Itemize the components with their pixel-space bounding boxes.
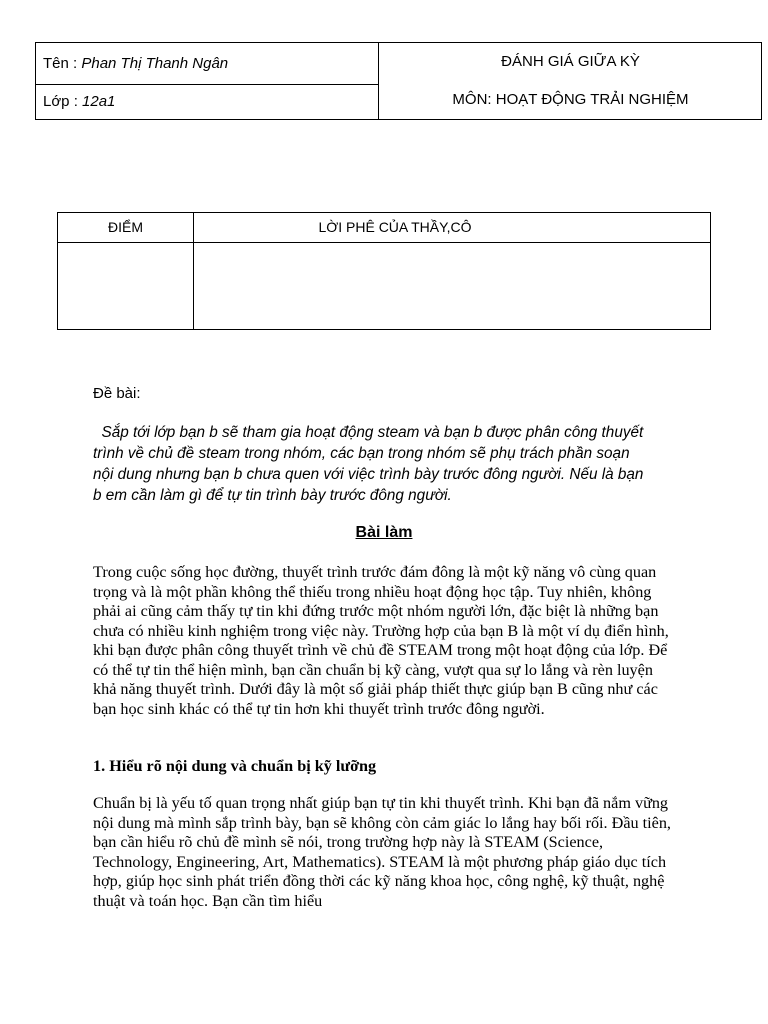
- header-divider-horizontal: [36, 84, 378, 85]
- grade-divider-horizontal: [58, 242, 710, 243]
- exam-title: ĐÁNH GIÁ GIỮA KỲ: [501, 53, 640, 70]
- section1-body: [93, 794, 673, 911]
- student-name-cell: [43, 55, 228, 72]
- class-label: Lớp :: [43, 93, 78, 110]
- score-column-header: ĐIỂM: [108, 219, 143, 235]
- name-label: Tên :: [43, 55, 78, 72]
- exam-subject: MÔN: HOẠT ĐỘNG TRẢI NGHIỆM: [452, 91, 689, 108]
- student-name: Phan Thị Thanh Ngân: [81, 55, 229, 72]
- section1-title: 1. Hiểu rõ nội dung và chuẩn bị kỹ lưỡng: [93, 757, 377, 775]
- section1-text: Chuẩn bị là yếu tố quan trọng nhất giúp bạn tự tin khi thuyết trình. Khi bạn đã nắm vững nội dung mà mình sắp trình bày, bạn sẽ không còn cảm giác lo lắng hay bối rối. Đầu tiên, bạn cần hiểu rõ chủ đề mình sẽ nói, trong trường hợp này là STEAM (Science, Technology, Engineering, Art, Mathematics). STEAM là một phương pháp giáo dục tích hợp, giúp học sinh phát triển đồng thời các kỹ năng khoa học, công nghệ, kỹ thuật, nghệ thuật và toán học. Bạn cần tìm hiểu: [93, 794, 671, 910]
- assignment-prompt: [93, 422, 653, 506]
- answer-heading: Bài làm: [355, 524, 413, 541]
- answer-intro-text: Trong cuộc sống học đường, thuyết trình trước đám đông là một kỹ năng vô cùng quan trọng và là một phần không thể thiếu trong nhiều hoạt động học tập. Tuy nhiên, không phải ai cũng cảm thấy tự tin khi đứng trước một nhóm người lớn, đặc biệt là những bạn chưa có nhiều kinh nghiệm trong việc này. Trường hợp của bạn B là một ví dụ điển hình, khi bạn được phân công thuyết trình về chủ đề STEAM trong một hoạt động của lớp. Để có thể tự tin thể hiện mình, bạn cần chuẩn bị kỹ càng, vượt qua sự lo lắng và rèn luyện khả năng thuyết trình. Dưới đây là một số giải pháp thiết thực giúp bạn B cũng như các bạn học sinh khác có thể tự tin hơn khi thuyết trình trước đông người.: [93, 563, 669, 718]
- grade-table: [57, 212, 711, 330]
- student-class: 12a1: [82, 93, 116, 110]
- answer-intro: [93, 563, 673, 719]
- assignment-label: Đề bài:: [93, 385, 141, 402]
- comment-column-header: LỜI PHÊ CỦA THẦY,CÔ: [318, 219, 472, 235]
- header-table: [35, 42, 762, 120]
- student-class-cell: [43, 93, 115, 110]
- assignment-prompt-text: Sắp tới lớp bạn b sẽ tham gia hoạt động steam và bạn b được phân công thuyết trình về chủ đề steam trong nhóm, các bạn trong nhóm sẽ phụ trách phần soạn nội dung nhưng bạn b chưa quen với việc trình bày trước đông người. Nếu là bạn b em cần làm gì để tự tin trình bày trước đông người.: [93, 424, 644, 504]
